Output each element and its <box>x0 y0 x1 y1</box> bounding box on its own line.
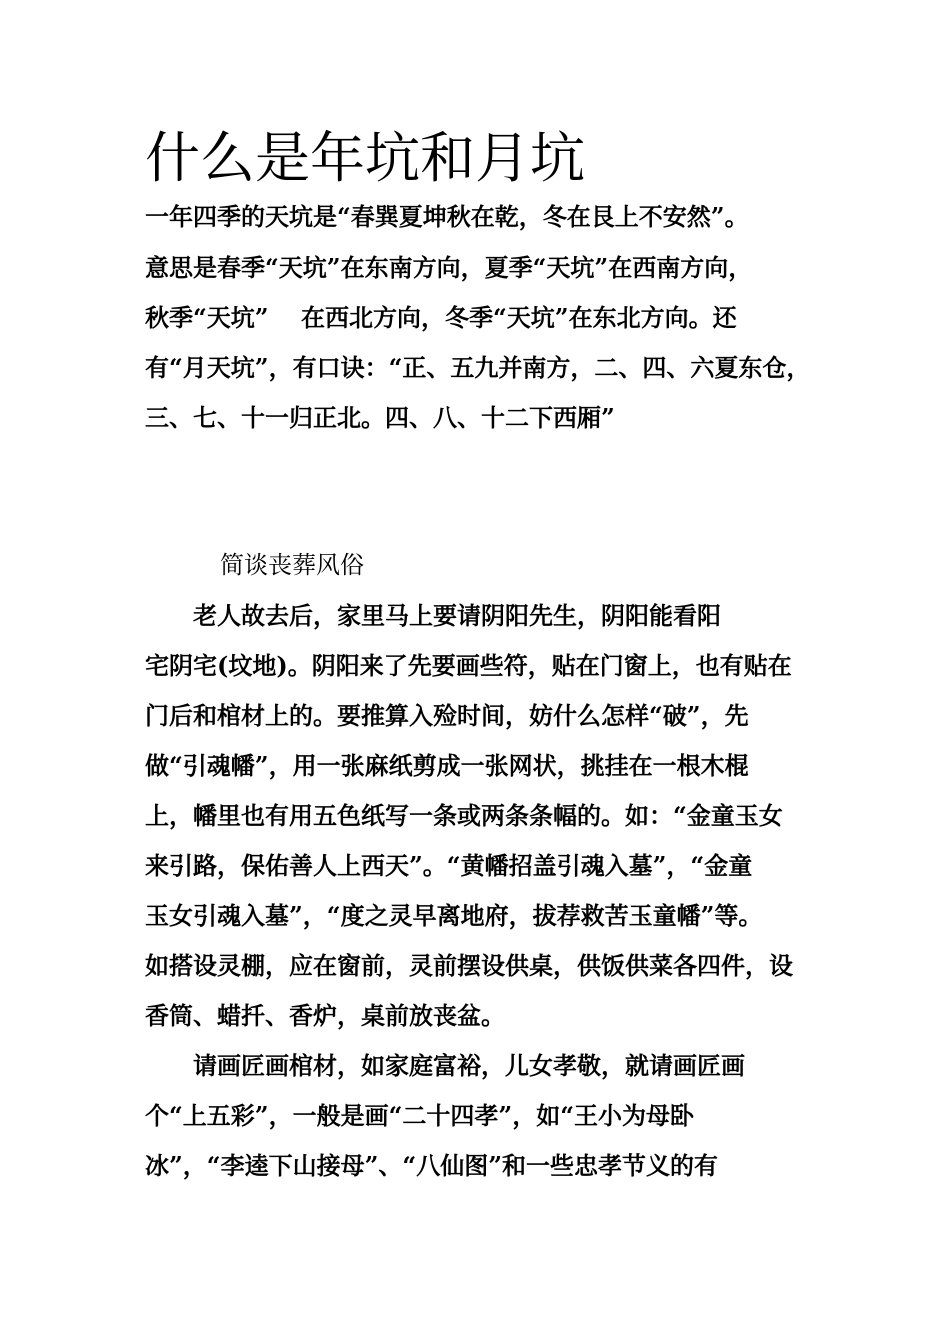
section1-line: 秋季“天坑” 在西北方向，冬季“天坑”在东北方向。还 <box>145 303 737 332</box>
section2-line: 请画匠画棺材，如家庭富裕，儿女孝敬，就请画匠画 <box>145 1051 745 1080</box>
section1-line: 三、七、十一归正北。四、八、十二下西厢” <box>145 403 615 432</box>
section2-line: 冰”，“李逵下山接母”、“八仙图”和一些忠孝节义的有 <box>145 1151 719 1180</box>
section1-line: 意思是春季“天坑”在东南方向，夏季“天坑”在西南方向， <box>145 253 753 282</box>
section2-line: 玉女引魂入墓”，“度之灵早离地府，拔荐救苦玉童幡”等。 <box>145 901 763 930</box>
section2-line: 宅阴宅(坟地)。阴阳来了先要画些符，贴在门窗上，也有贴在 <box>145 651 792 680</box>
section2-line: 门后和棺材上的。要推算入殓时间，妨什么怎样“破”，先 <box>145 701 749 730</box>
section2-line: 上，幡里也有用五色纸写一条或两条条幅的。如：“金童玉女 <box>145 801 783 830</box>
section2-line: 来引路，保佑善人上西天”。“黄幡招盖引魂入墓”，“金童 <box>145 851 753 880</box>
section1-line: 有“月天坑”，有口诀：“正、五九并南方，二、四、六夏东仓， <box>145 353 811 382</box>
page-title: 什么是年坑和月坑 <box>145 126 586 190</box>
section1-line: 一年四季的天坑是“春巽夏坤秋在乾，冬在艮上不安然”。 <box>145 202 749 231</box>
section2-line: 个“上五彩”，一般是画“二十四孝”，如“王小为母卧 <box>145 1101 695 1130</box>
section2-heading: 简谈丧葬风俗 <box>220 551 364 579</box>
section2-line: 老人故去后，家里马上要请阴阳先生，阴阳能看阳 <box>145 601 721 630</box>
section2-line: 做“引魂幡”，用一张麻纸剪成一张网状，挑挂在一根木棍 <box>145 751 749 780</box>
section2-line: 如搭设灵棚，应在窗前，灵前摆设供桌，供饭供菜各四件，设 <box>145 951 793 980</box>
section2-line: 香筒、蜡扦、香炉，桌前放丧盆。 <box>145 1001 505 1030</box>
